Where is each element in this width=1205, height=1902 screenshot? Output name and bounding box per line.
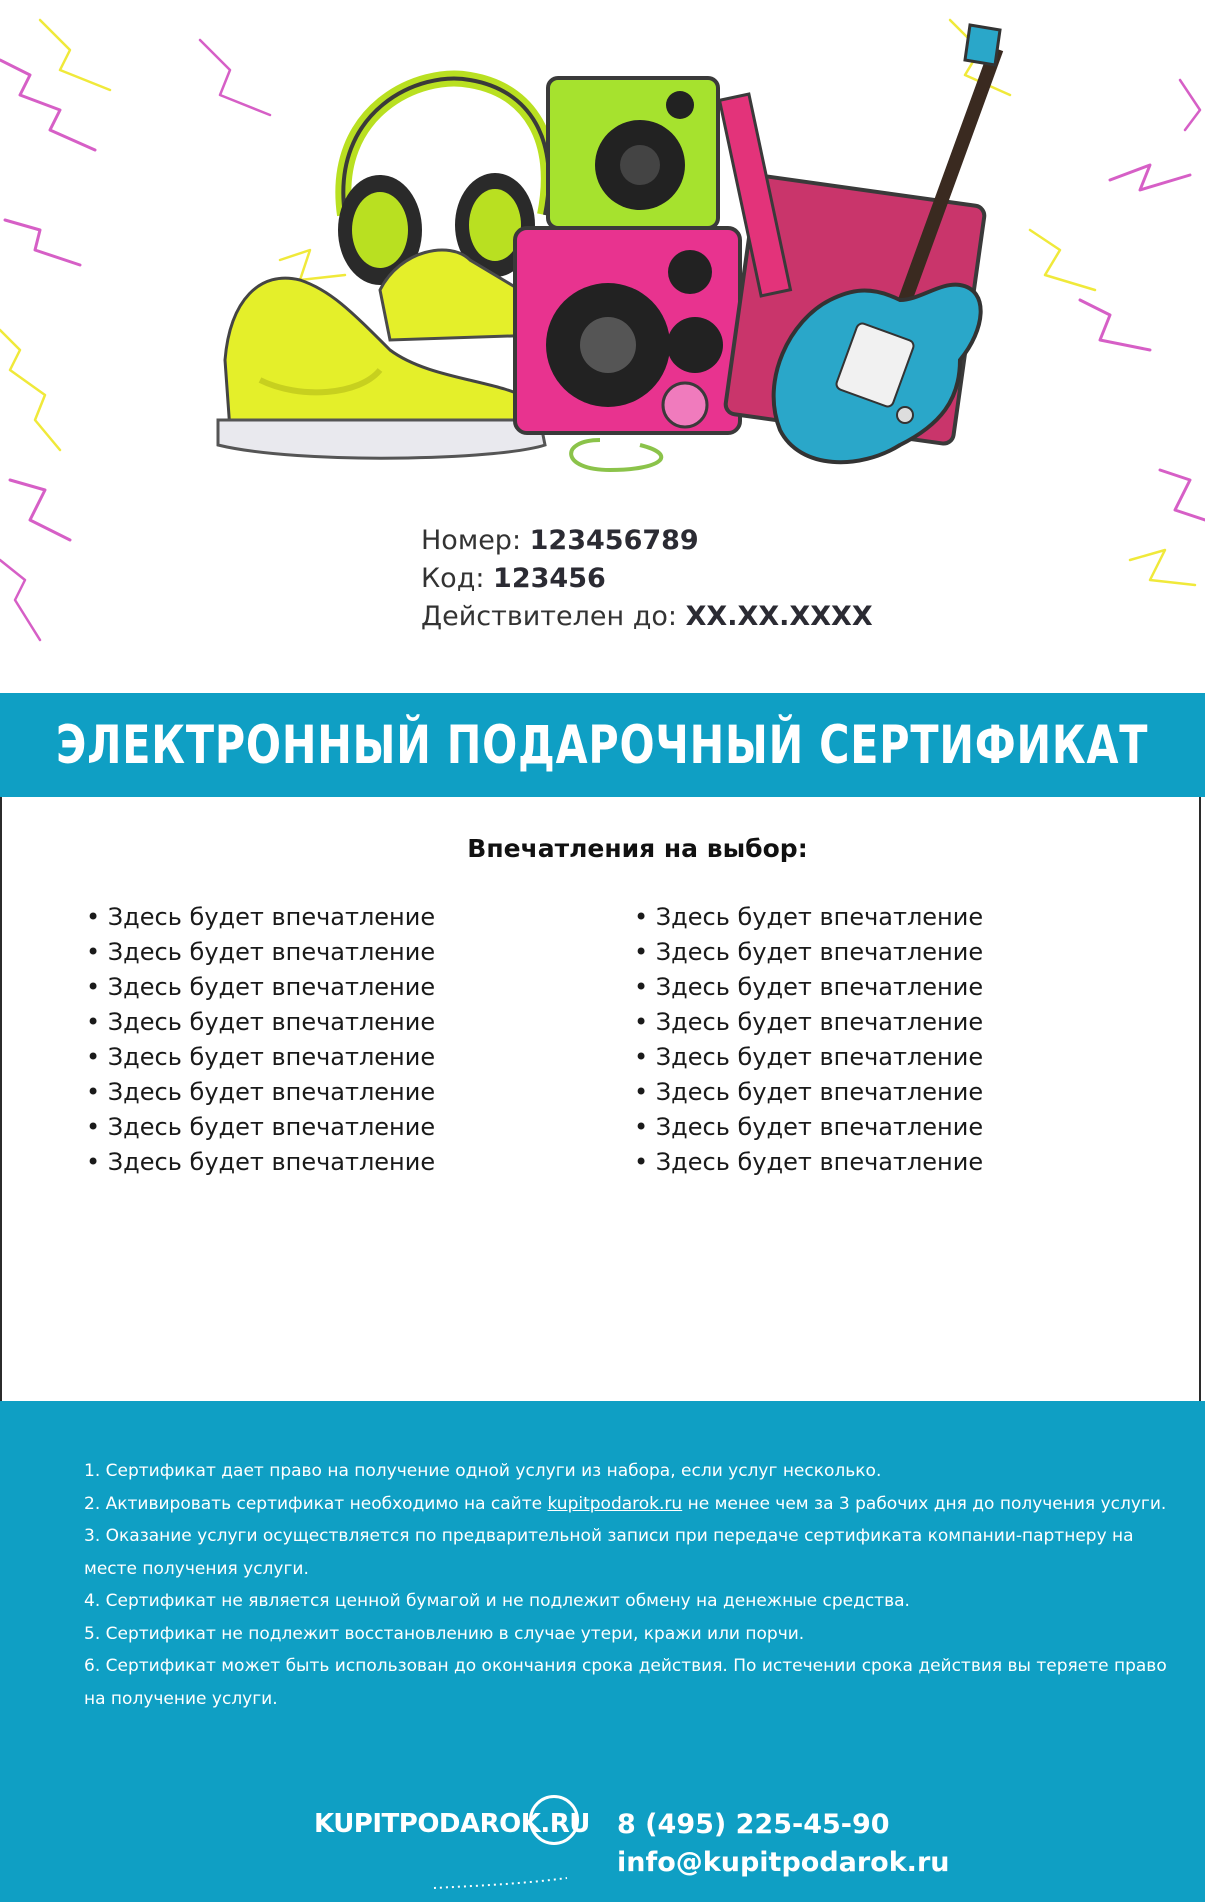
list-item: • Здесь будет впечатление: [634, 902, 983, 937]
list-item: • Здесь будет впечатление: [634, 1007, 983, 1042]
list-item: • Здесь будет впечатление: [634, 1147, 983, 1182]
impressions-heading-text: Впечатления на выбор:: [467, 834, 808, 863]
title-banner: [0, 693, 1205, 797]
term-2-text: 2. Активировать сертификат необходимо на сайте: [84, 1493, 548, 1514]
valid-value: XX.XX.XXXX: [685, 601, 873, 632]
pink-speaker-icon: [515, 228, 740, 433]
impressions-list-right: [634, 902, 983, 1182]
number-value: 123456789: [529, 525, 699, 556]
list-item: • Здесь будет впечатление: [86, 1147, 435, 1182]
list-item: • Здесь будет впечатление: [634, 1077, 983, 1112]
certificate-details: [421, 522, 873, 636]
list-item: • Здесь будет впечатление: [86, 1042, 435, 1077]
term-6: 6. Сертификат может быть использован до окончания срока действия. По истечении срока действия вы теряете право на получение услуги.: [84, 1656, 1167, 1709]
phone-number[interactable]: 8 (495) 225-45-90: [617, 1809, 890, 1840]
site-link[interactable]: kupitpodarok.ru: [547, 1493, 683, 1514]
list-item: • Здесь будет впечатление: [86, 902, 435, 937]
list-item: • Здесь будет впечатление: [86, 972, 435, 1007]
list-item: • Здесь будет впечатление: [86, 1112, 435, 1147]
list-item: • Здесь будет впечатление: [634, 1112, 983, 1147]
valid-label: Действителен до:: [421, 601, 678, 632]
list-item: • Здесь будет впечатление: [634, 972, 983, 1007]
code-label: Код:: [421, 563, 485, 594]
term-5: 5. Сертификат не подлежит восстановлению в случае утери, кражи или порчи.: [84, 1623, 805, 1644]
cable-icon: [571, 440, 661, 470]
code-value: 123456: [493, 563, 606, 594]
impressions-heading: [0, 834, 1205, 863]
page-title: ЭЛЕКТРОННЫЙ ПОДАРОЧНЫЙ СЕРТИФИКАТ: [56, 714, 1149, 776]
list-item: • Здесь будет впечатление: [634, 1042, 983, 1077]
impressions-list-left: [86, 902, 435, 1182]
green-speaker-icon: [548, 78, 718, 228]
contacts: [617, 1806, 949, 1882]
terms-list: [84, 1455, 1174, 1715]
term-4: 4. Сертификат не является ценной бумагой и не подлежит обмену на денежные средства.: [84, 1591, 910, 1611]
term-3: 3. Оказание услуги осуществляется по предварительной записи при передаче сертификата компании-партнеру на месте получения услуги.: [84, 1526, 1134, 1579]
hero-illustration: [0, 0, 1205, 690]
term-2-text-end: не менее чем за 3 рабочих дня до получения услуги.: [682, 1493, 1167, 1514]
certificate-number: [421, 522, 873, 560]
term-1: 1. Сертификат дает право на получение одной услуги из набора, если услуг несколько.: [84, 1461, 882, 1481]
list-item: • Здесь будет впечатление: [86, 937, 435, 972]
list-item: • Здесь будет впечатление: [86, 1077, 435, 1112]
brand-logo: KUPITPODAROK.RU: [314, 1809, 590, 1839]
certificate-code: [421, 560, 873, 598]
logo-dots-icon: [432, 1876, 572, 1890]
certificate-validity: [421, 598, 873, 636]
list-item: • Здесь будет впечатление: [634, 937, 983, 972]
term-2: [84, 1488, 1174, 1521]
number-label: Номер:: [421, 525, 522, 556]
email-address[interactable]: info@kupitpodarok.ru: [617, 1847, 950, 1878]
list-item: • Здесь будет впечатление: [86, 1007, 435, 1042]
